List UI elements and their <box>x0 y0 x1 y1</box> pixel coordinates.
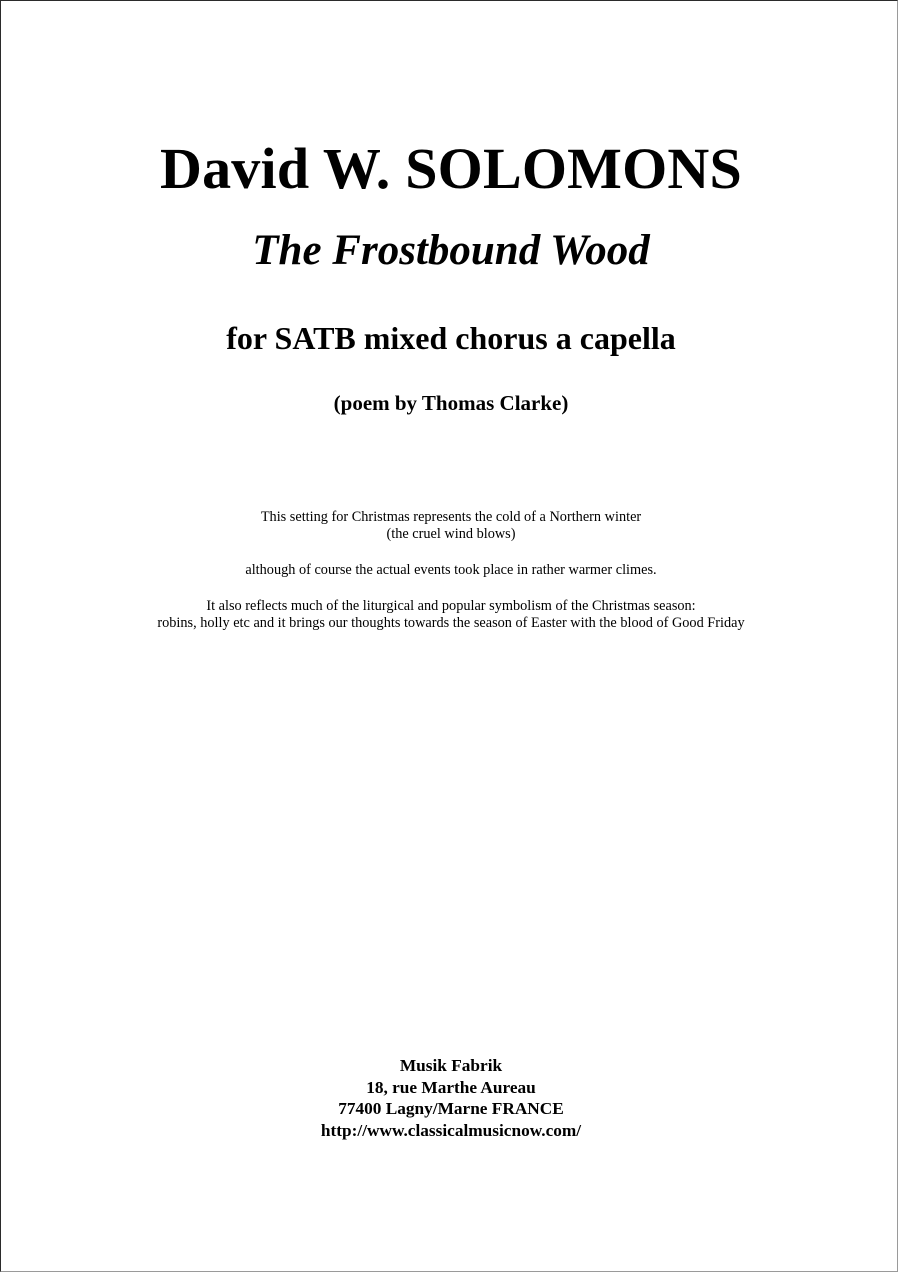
note-line: It also reflects much of the liturgical and popular symbolism of the Christmas season: <box>206 598 696 614</box>
note-line: robins, holly etc and it brings our thoughts towards the season of Easter with the blood of Good Friday <box>157 615 745 631</box>
note-line: although of course the actual events took place in rather warmer climes. <box>245 562 657 578</box>
note-line: This setting for Christmas represents the cold of a Northern winter <box>260 509 642 525</box>
note-paragraph-2 <box>1 562 900 579</box>
publisher-address <box>1 1055 900 1141</box>
publisher-street: 18, rue Marthe Aureau <box>366 1077 536 1097</box>
work-title: The Frostbound Wood <box>252 227 650 274</box>
note-paragraph-3 <box>1 598 900 632</box>
publisher-url: http://www.classicalmusicnow.com/ <box>320 1120 582 1140</box>
poem-credit: (poem by Thomas Clarke) <box>333 391 569 415</box>
publisher-name: Musik Fabrik <box>399 1056 503 1075</box>
program-notes <box>1 509 900 651</box>
scoring-line: for SATB mixed chorus a capella <box>226 320 676 356</box>
note-paragraph-1 <box>1 509 900 543</box>
composer-name: David W. SOLOMONS <box>160 136 742 201</box>
publisher-city: 77400 Lagny/Marne FRANCE <box>338 1099 564 1118</box>
note-line: (the cruel wind blows) <box>386 526 516 542</box>
